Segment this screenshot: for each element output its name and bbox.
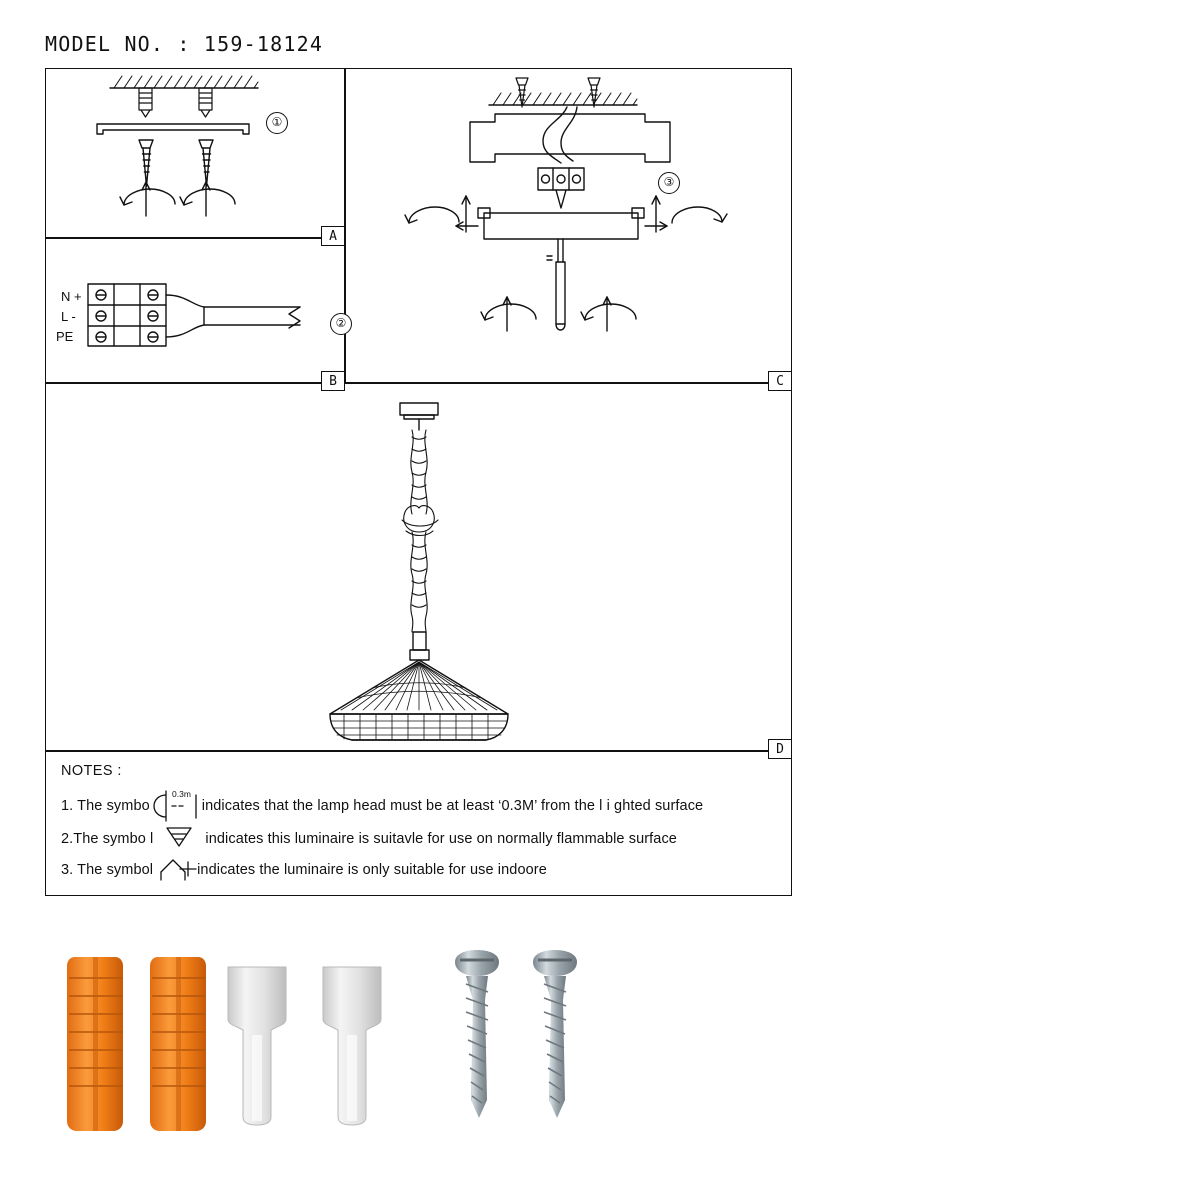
plastic-cap-white-2 — [323, 967, 381, 1125]
panel-b-frame — [45, 238, 345, 383]
terminal-label-neutral: N + — [61, 289, 82, 304]
page-title: MODEL NO. : 159-18124 — [45, 32, 324, 56]
note-3-suffix: indicates the luminaire is only suitable for use indoore — [197, 862, 547, 878]
note-item-1 — [61, 798, 703, 814]
wall-plug-orange-2 — [150, 957, 206, 1131]
step-number-3: ③ — [658, 172, 680, 194]
note-1-prefix: 1. The symbo — [61, 798, 150, 814]
step-number-2: ② — [330, 313, 352, 335]
panel-d-frame — [45, 383, 792, 751]
note-1-suffix: indicates that the lamp head must be at least ‘0.3M’ from the l i ghted surface — [201, 798, 704, 814]
note-3-prefix: 3. The symbol — [61, 862, 154, 878]
wall-plug-orange-1 — [67, 957, 123, 1131]
screw-metal-1 — [455, 950, 499, 1118]
terminal-label-earth: PE — [56, 329, 74, 344]
panel-tag-d: D — [768, 739, 792, 759]
panel-tag-c: C — [768, 371, 792, 391]
step-number-1: ① — [266, 112, 288, 134]
plastic-cap-white-1 — [228, 967, 286, 1125]
note-item-2 — [61, 831, 677, 847]
panel-c-frame — [345, 68, 792, 383]
terminal-label-live: L - — [61, 309, 76, 324]
note-2-prefix: 2.The symbo l — [61, 831, 154, 847]
note-2-suffix: indicates this luminaire is suitavle for use on normally flammable surface — [205, 831, 677, 847]
panel-tag-a: A — [321, 226, 345, 246]
notes-heading: NOTES : — [61, 763, 122, 779]
note-1-symbol-caption: 0.3m — [172, 789, 191, 799]
note-item-3 — [61, 862, 547, 878]
panel-a-frame — [45, 68, 345, 238]
screw-metal-2 — [533, 950, 577, 1118]
panel-tag-b: B — [321, 371, 345, 391]
